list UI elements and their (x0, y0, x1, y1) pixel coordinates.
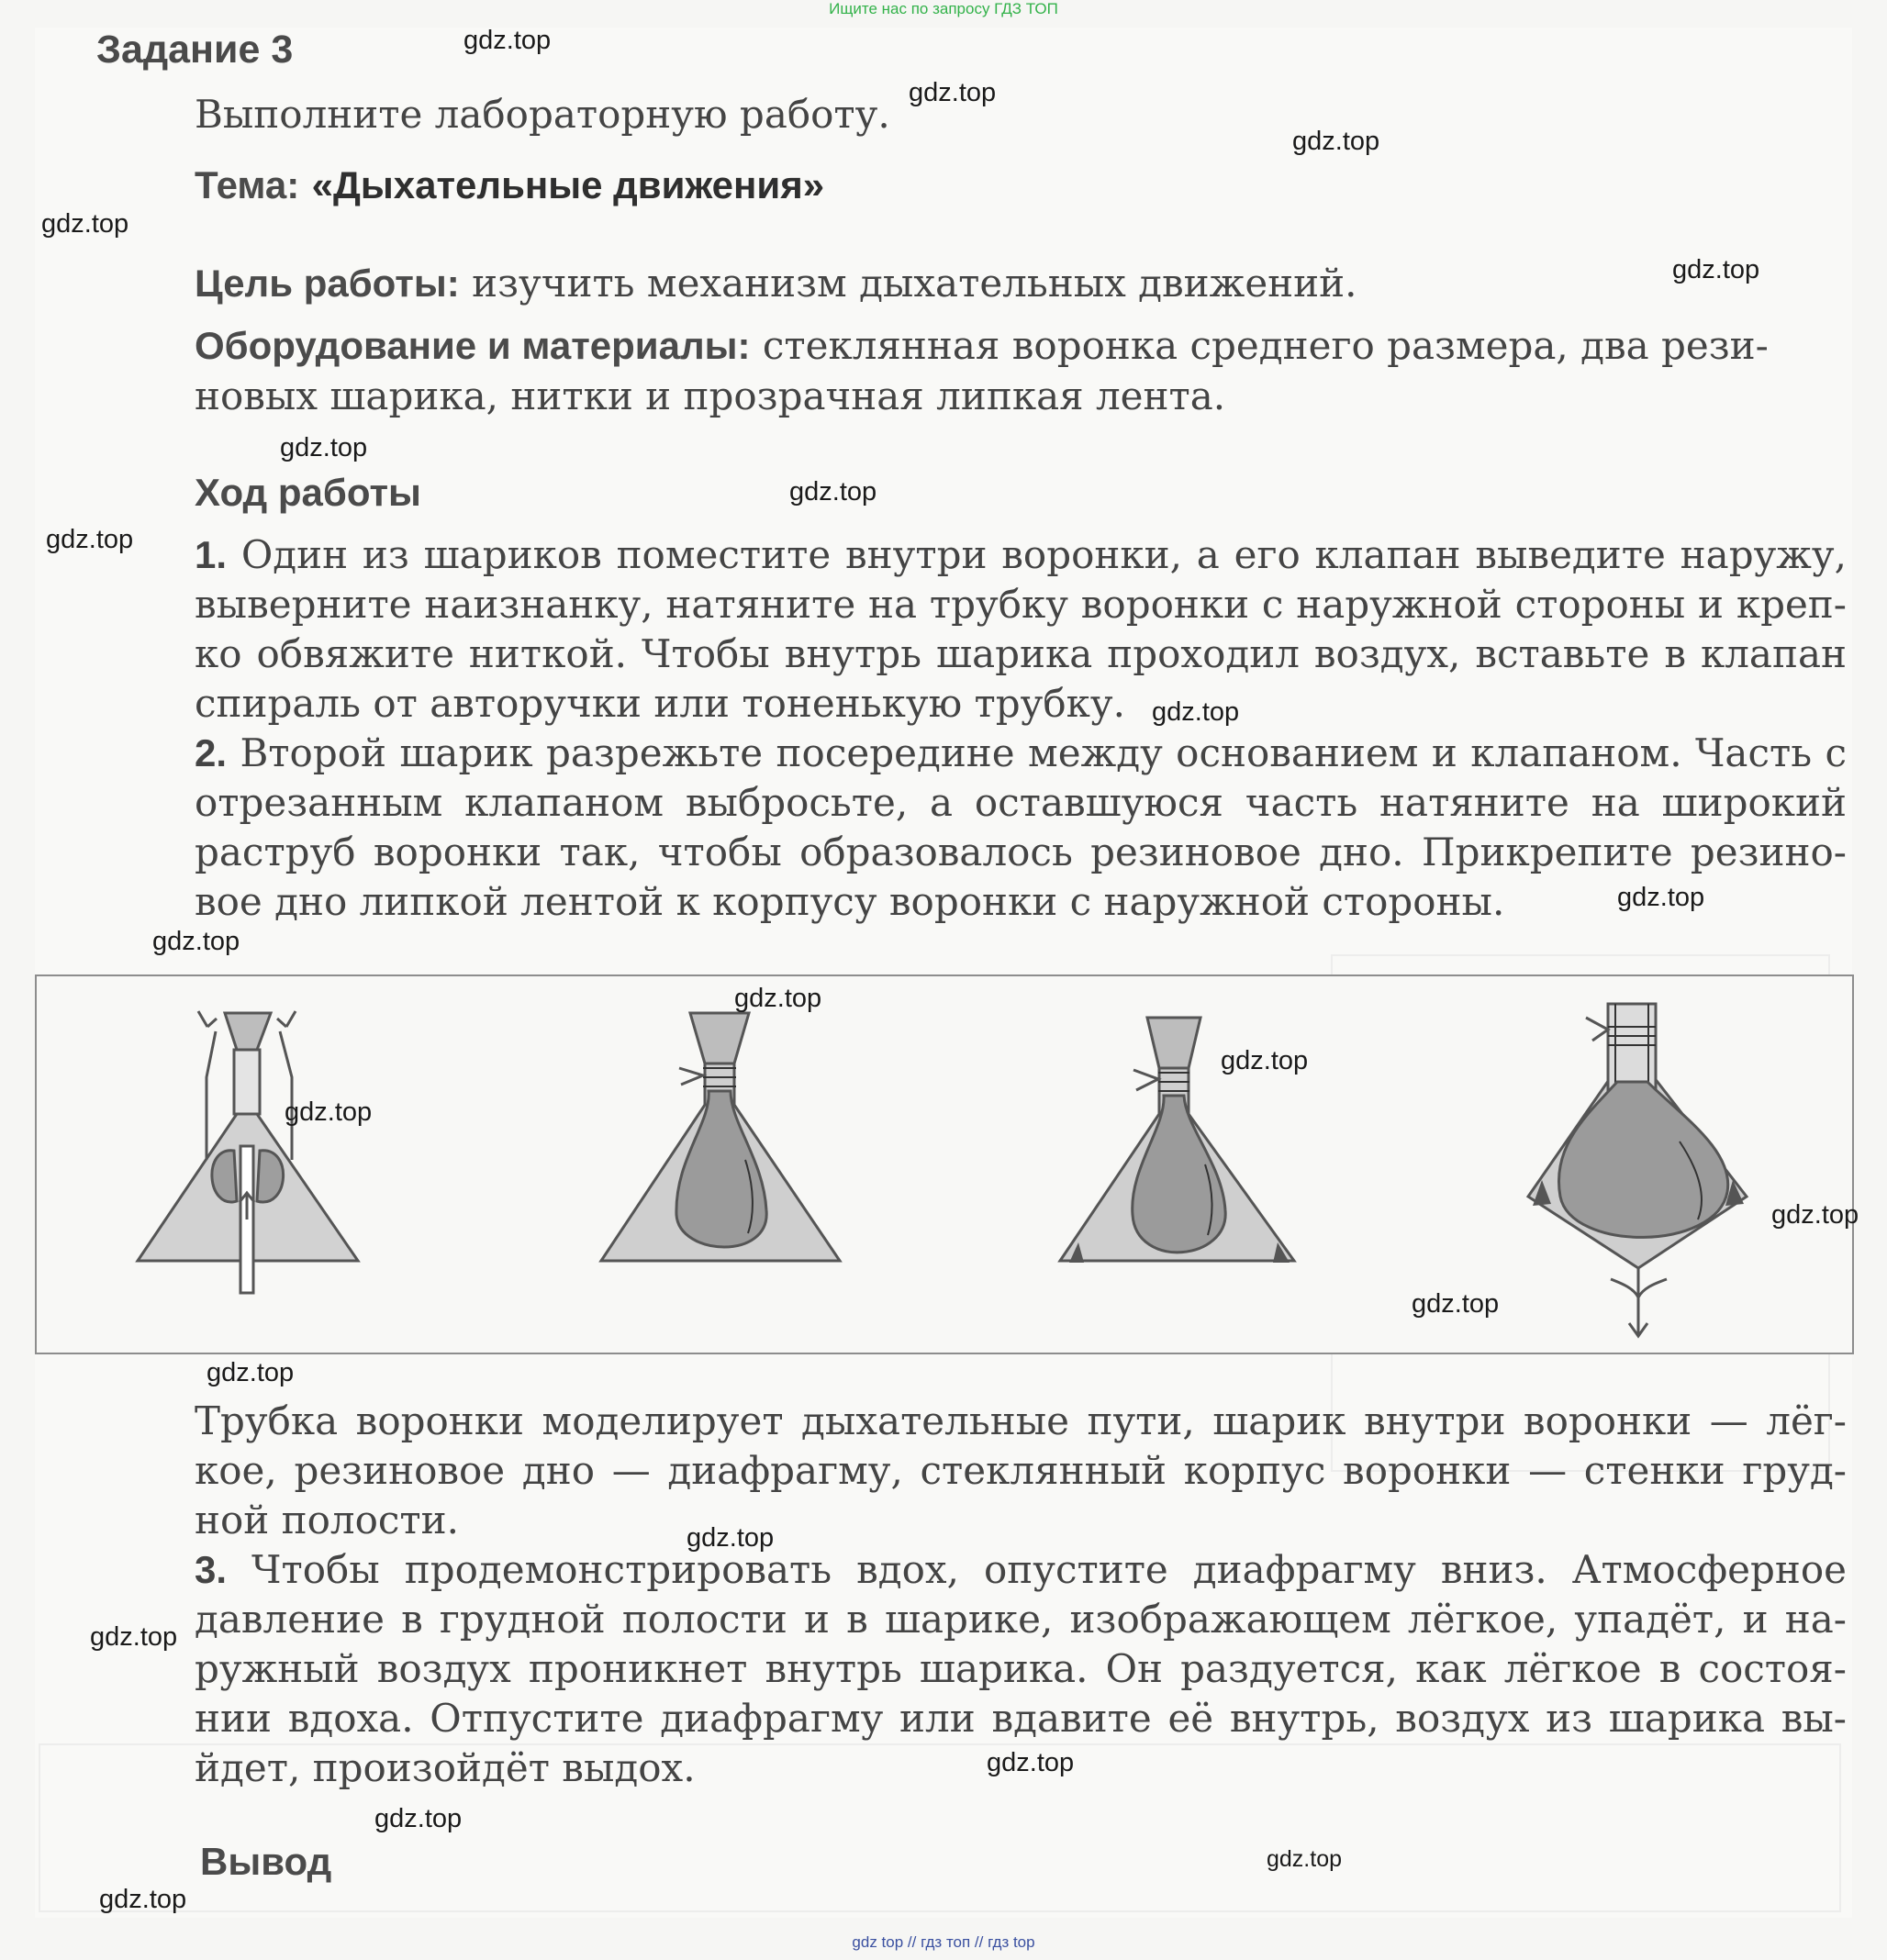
conclusion-title: Вывод (200, 1840, 332, 1883)
theme-line (195, 161, 824, 210)
step-2-text: Второй шарик разрежьте посередине между основанием и клапаном. Часть с отрезанным клапаном выбросьте, а оставшуюся часть натяните на широкий раструб воронки так, чтобы образовалось резиновое дно. Прикрепите резино-вое дно липкой лентой к корпусу воронки с наружной стороны. (195, 730, 1847, 924)
watermark[interactable]: gdz.top (734, 984, 822, 1013)
step-2-number: 2. (195, 731, 228, 774)
watermark[interactable]: gdz.top (687, 1523, 775, 1553)
funnel-model-4-inhale (1528, 1004, 1747, 1336)
theme-label: Тема: (195, 163, 300, 206)
theme-value: «Дыхательные движения» (311, 163, 825, 206)
funnel-model-figure (35, 974, 1854, 1354)
watermark[interactable]: gdz.top (207, 1358, 295, 1387)
funnel-assembly-diagram (138, 1011, 358, 1293)
watermark[interactable]: gdz.top (99, 1885, 187, 1914)
watermark[interactable]: gdz.top (1771, 1200, 1859, 1230)
task-title: Задание 3 (96, 28, 294, 72)
step-2 (195, 729, 1847, 927)
watermark[interactable]: gdz.top (1267, 1846, 1343, 1872)
watermark[interactable]: gdz.top (41, 209, 129, 239)
step-3-text: Чтобы продемонстрировать вдох, опустите диафрагму вниз. Атмосферное давление в грудной полости и в шарике, изображающем лёгкое, упадёт, и на-ружный воздух проникнет внутрь шарика. Он раздуется, как лёгкое в состоя-нии вдоха. Отпустите диафрагму или вдавите её внутрь, воздух из шарика вы-йдет, произойдёт выдох. (195, 1547, 1847, 1790)
model-description: Трубка воронки моделирует дыхательные пути, шарик внутри воронки — лёг-кое, резиновое дно — диафрагму, стеклянный корпус воронки — стенки груд-ной полости. (195, 1398, 1847, 1542)
watermark[interactable]: gdz.top (987, 1748, 1075, 1777)
watermark[interactable]: gdz.top (285, 1097, 373, 1127)
funnel-model-2 (601, 1013, 840, 1261)
watermark[interactable]: gdz.top (1152, 697, 1240, 727)
bottom-footer-note[interactable]: gdz top // гдз топ // гдз top (852, 1933, 1035, 1951)
instruction: Выполните лабораторную работу. (195, 92, 890, 137)
goal-text: изучить механизм дыхательных движений. (472, 261, 1357, 306)
step-1 (195, 530, 1847, 729)
watermark[interactable]: gdz.top (46, 525, 134, 554)
watermark[interactable]: gdz.top (463, 26, 552, 55)
equipment-line-1 (195, 321, 1769, 371)
step-3-number: 3. (195, 1548, 228, 1591)
equipment-text-1: стеклянная воронка среднего размера, два рези- (762, 323, 1769, 368)
watermark[interactable]: gdz.top (90, 1622, 178, 1652)
watermark[interactable]: gdz.top (152, 927, 240, 956)
step-1-text: Один из шариков поместите внутри воронки, а его клапан выведите наружу, выверните наизнанку, натяните на трубку воронки с наружной стороны и креп-ко обвяжите ниткой. Чтобы внутрь шарика проходил воздух, вставьте в клапан спираль от авторучки или тоненькую трубку. (195, 532, 1847, 726)
watermark[interactable]: gdz.top (374, 1804, 463, 1833)
goal-label: Цель работы: (195, 262, 460, 305)
watermark[interactable]: gdz.top (1292, 127, 1380, 156)
watermark[interactable]: gdz.top (1221, 1046, 1309, 1075)
watermark[interactable]: gdz.top (789, 477, 877, 507)
top-search-note[interactable]: Ищите нас по запросу ГДЗ ТОП (829, 0, 1058, 17)
procedure-title: Ход работы (195, 471, 421, 514)
watermark[interactable]: gdz.top (909, 78, 997, 107)
equipment-line-2: новых шарика, нитки и прозрачная липкая лента. (195, 373, 1226, 418)
watermark[interactable]: gdz.top (280, 433, 368, 462)
goal-line (195, 259, 1357, 308)
watermark[interactable]: gdz.top (1412, 1289, 1500, 1319)
step-1-number: 1. (195, 533, 228, 576)
funnel-illustrations (37, 976, 1852, 1353)
equipment-label: Оборудование и материалы: (195, 324, 751, 367)
watermark[interactable]: gdz.top (1672, 255, 1760, 284)
watermark[interactable]: gdz.top (1617, 883, 1705, 912)
